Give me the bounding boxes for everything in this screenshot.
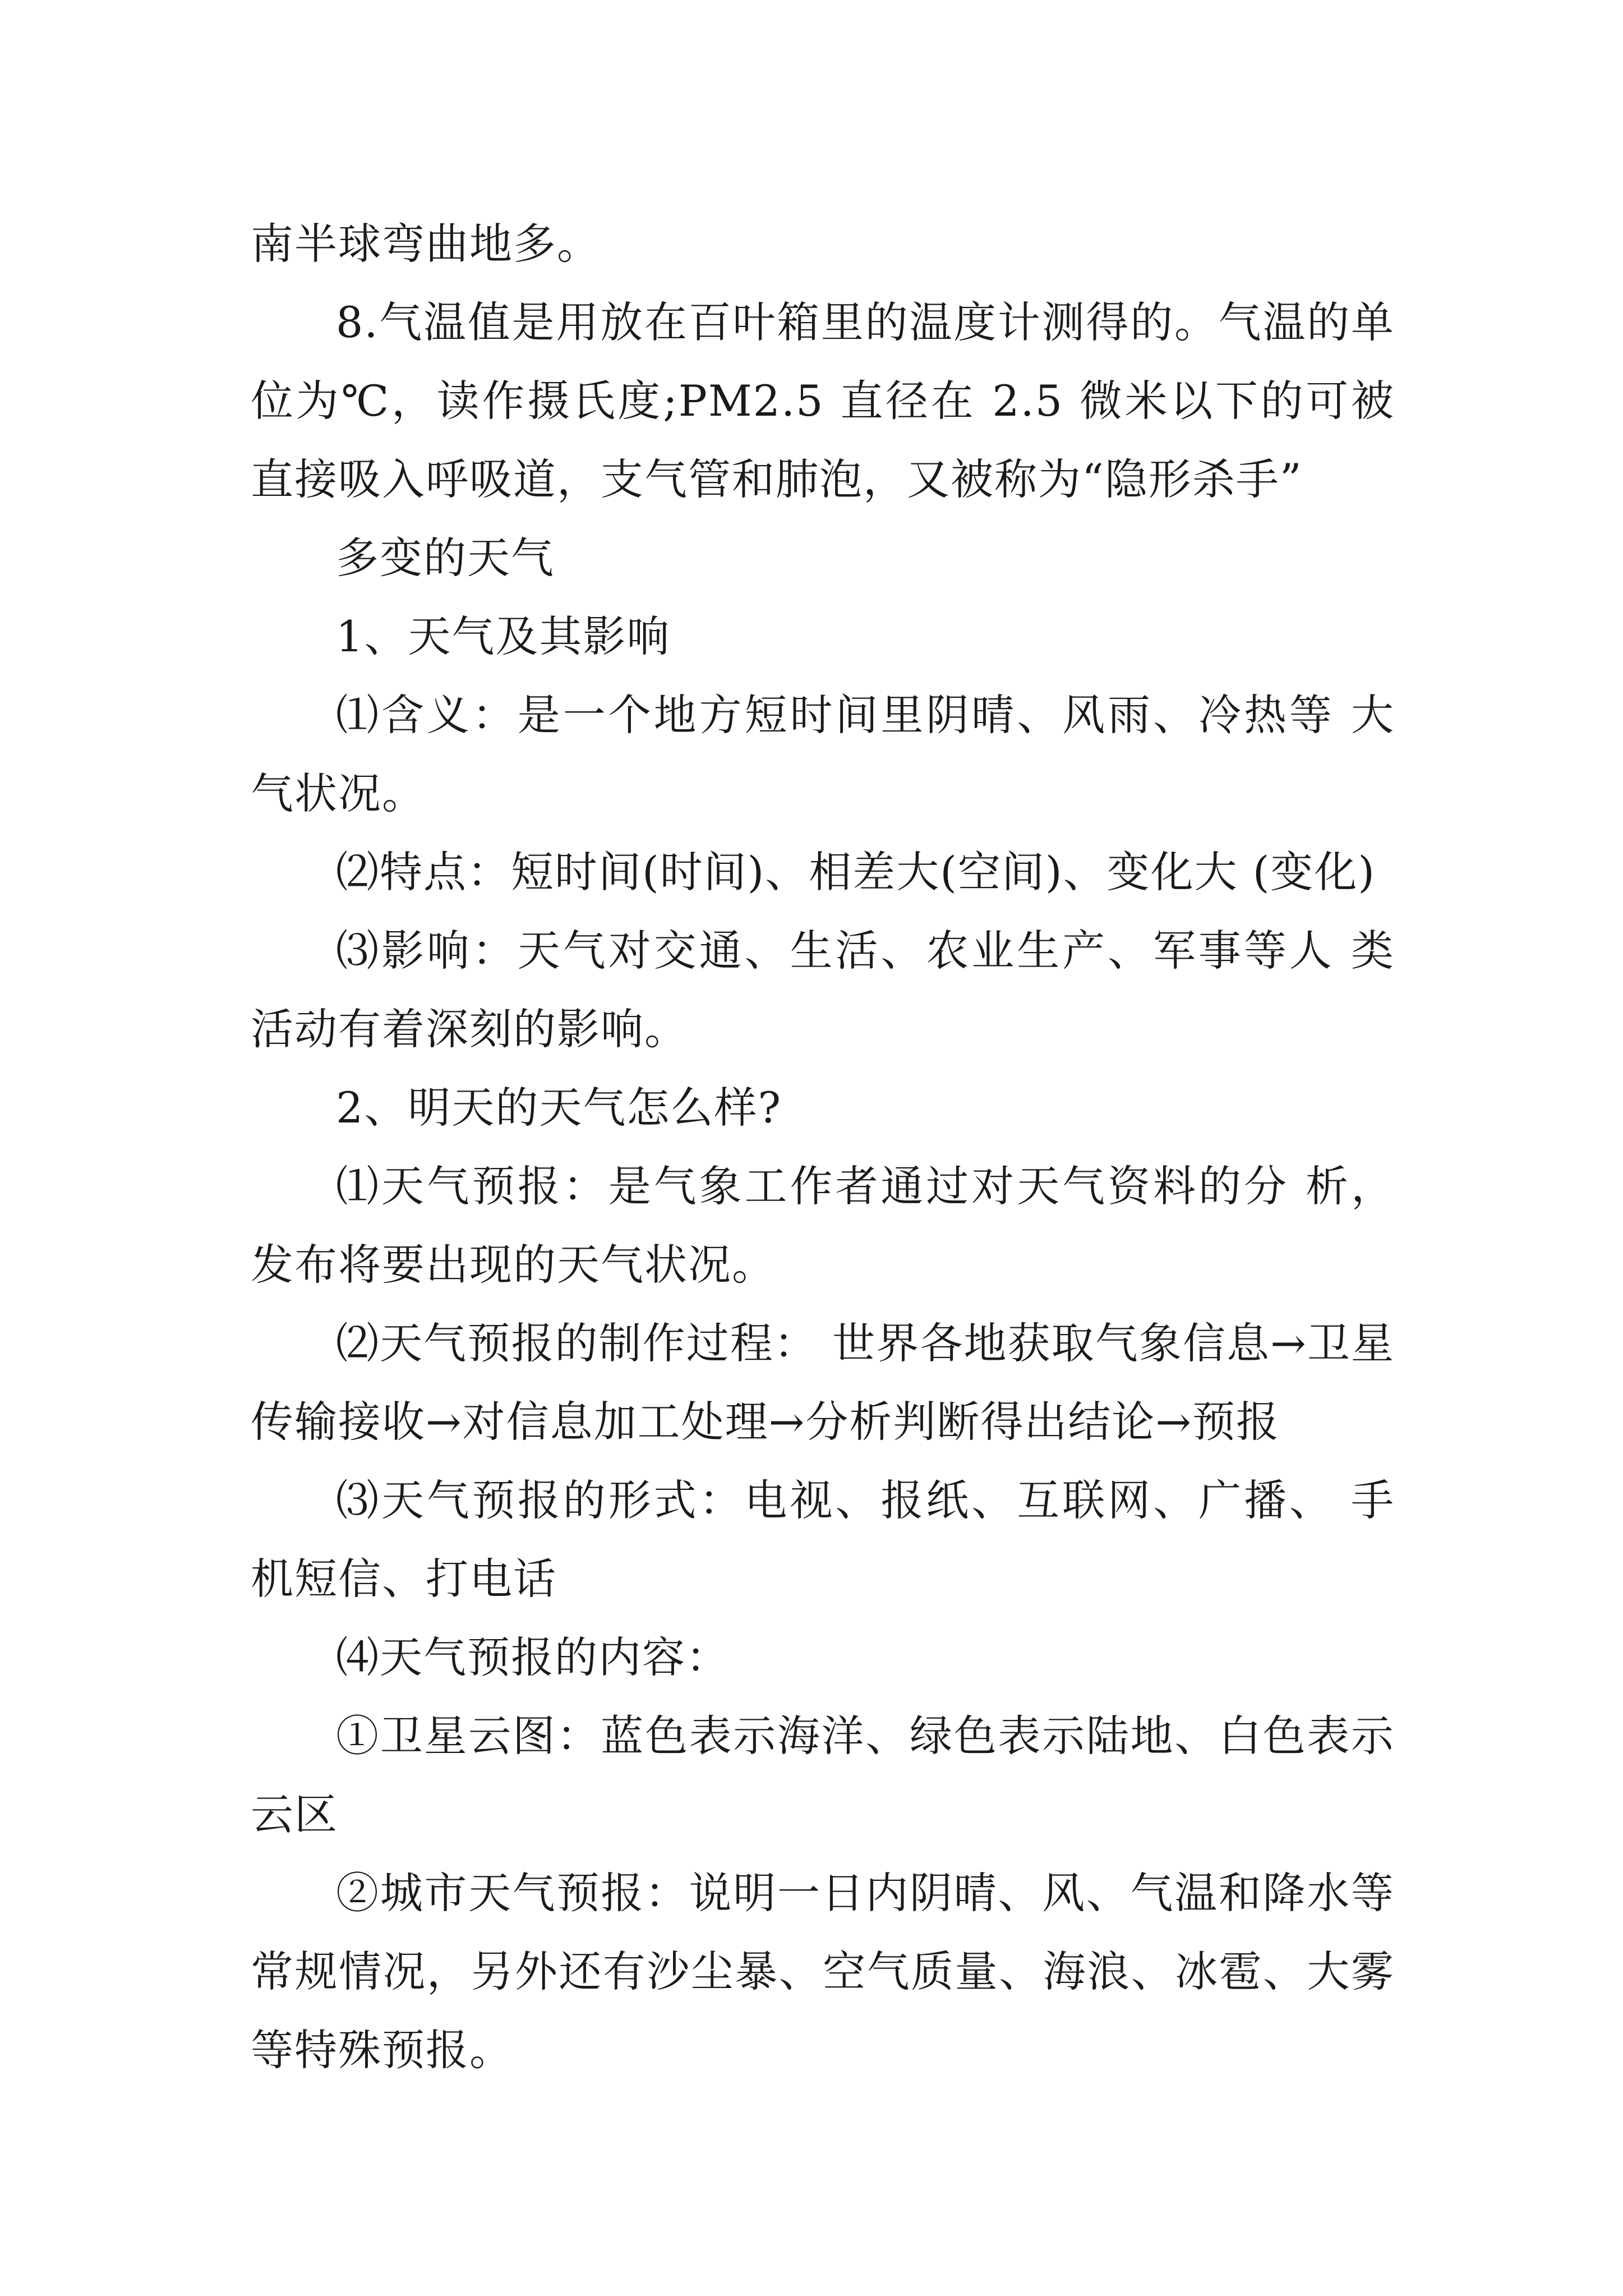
document-body [251, 205, 1395, 2090]
paragraph-weather-influence: ⑶影响：天气对交通、生活、农业生产、军事等人 类活动有着深刻的影响。 [251, 926, 1395, 1054]
section-heading-changeable-weather: 多变的天气 [336, 533, 555, 583]
paragraph-forecast-forms: ⑶天气预报的形式：电视、报纸、互联网、广播、 手机短信、打电话 [251, 1475, 1395, 1604]
paragraph-weather-definition: ⑴含义：是一个地方短时间里阴晴、风雨、冷热等 大气状况。 [251, 690, 1395, 818]
paragraph-continuation: 南半球弯曲地多。 [251, 219, 601, 269]
paragraph-forecast-definition: ⑴天气预报：是气象工作者通过对天气资料的分 析，发布将要出现的天气状况。 [251, 1161, 1395, 1290]
paragraph-forecast-process: ⑵天气预报的制作过程： 世界各地获取气象信息→卫星传输接收→对信息加工处理→分析判断得出结论→预报 [251, 1318, 1395, 1447]
subheading-weather-and-impact: 1、天气及其影响 [336, 611, 671, 661]
subheading-tomorrow-weather: 2、明天的天气怎么样? [336, 1083, 782, 1133]
paragraph-forecast-content: ⑷天气预报的内容： [336, 1632, 730, 1682]
paragraph-city-forecast: ②城市天气预报：说明一日内阴晴、风、气温和降水等常规情况，另外还有沙尘暴、空气质量、海浪、冰雹、大雾等特殊预报。 [251, 1868, 1395, 2075]
paragraph-air-temperature-pm25: 8.气温值是用放在百叶箱里的温度计测得的。气温的单位为℃，读作摄氏度;PM2.5 直径在 2.5 微米以下的可被直接吸入呼吸道，支气管和肺泡，又被称为“隐形杀手” [251, 297, 1395, 504]
paragraph-satellite-cloud-map: ①卫星云图：蓝色表示海洋、绿色表示陆地、白色表示云区 [251, 1711, 1395, 1839]
paragraph-weather-features: ⑵特点：短时间(时间)、相差大(空间)、变化大 (变化) [336, 847, 1376, 897]
